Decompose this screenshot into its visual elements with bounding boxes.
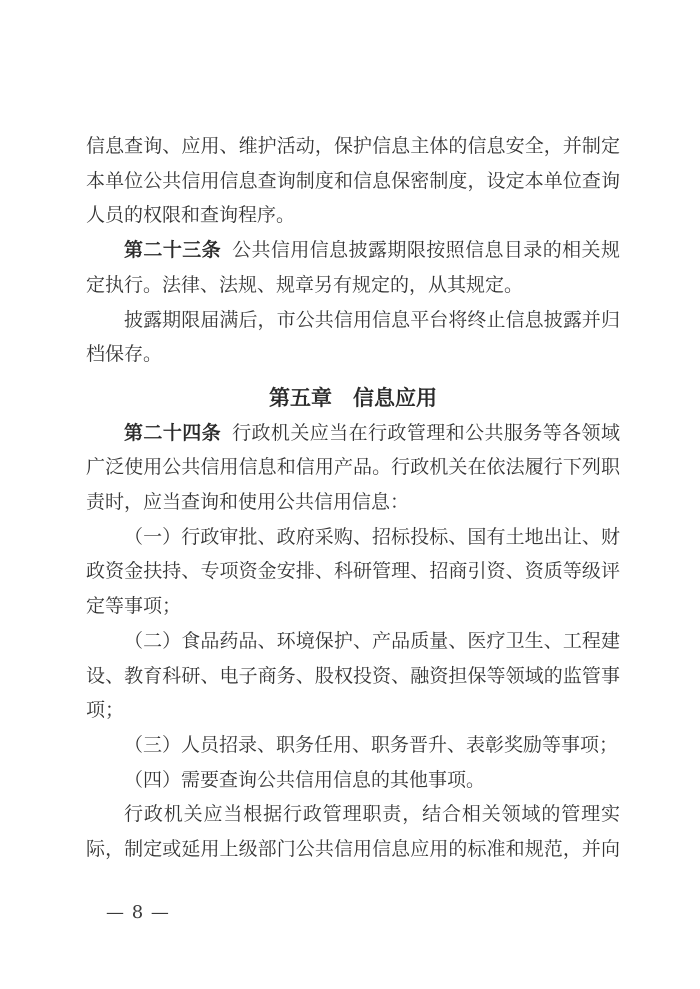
text-line: （二）食品药品、环境保护、产品质量、医疗卫生、工程建 (124, 629, 620, 652)
text-line: 人员的权限和查询程序。 (86, 204, 296, 227)
article-text: 公共信用信息披露期限按照信息目录的相关规 (232, 239, 620, 262)
text-line: 责时，应当查询和使用公共信用信息： (86, 491, 410, 514)
page-number: — 8 — (106, 902, 170, 923)
text-line (86, 233, 620, 268)
para-application-standards (86, 797, 620, 866)
para-continued-from-previous-page (86, 129, 620, 233)
chapter-5-heading (86, 381, 620, 416)
item-3 (86, 728, 620, 763)
item-4 (86, 763, 620, 798)
text-line: 设、教育科研、电子商务、股权投资、融资担保等领域的监管事 (86, 664, 620, 687)
text-line: 定等事项； (86, 595, 182, 618)
text-line (86, 416, 620, 451)
article-text: 行政机关应当在行政管理和公共服务等各领域 (232, 421, 620, 444)
text-line: 广泛使用公共信用信息和信用产品。行政机关在依法履行下列职 (86, 456, 620, 479)
item-2 (86, 624, 620, 728)
text-line: 项； (86, 699, 125, 722)
para-disclosure-expiry (86, 303, 620, 372)
text-line: 披露期限届满后，市公共信用信息平台将终止信息披露并归 (124, 308, 620, 331)
article-number: 第二十三条 (124, 239, 222, 262)
text-line: 定执行。法律、法规、规章另有规定的，从其规定。 (86, 273, 524, 296)
article-number: 第二十四条 (124, 421, 222, 444)
text-line: 本单位公共信用信息查询制度和信息保密制度，设定本单位查询 (86, 169, 620, 192)
item-1 (86, 520, 620, 624)
text-line: 际，制定或延用上级部门公共信用信息应用的标准和规范，并向 (86, 838, 620, 861)
text-line: 档保存。 (86, 343, 163, 366)
article-23 (86, 233, 620, 302)
text-line: （一）行政审批、政府采购、招标投标、国有土地出让、财 (124, 525, 620, 548)
text-line: （四）需要查询公共信用信息的其他事项。 (124, 768, 486, 791)
text-line: 信息查询、应用、维护活动，保护信息主体的信息安全，并制定 (86, 135, 620, 157)
chapter-heading: 第五章 信息应用 (269, 384, 437, 410)
text-line: 政资金扶持、专项资金安排、科研管理、招商引资、资质等级评 (86, 560, 620, 583)
text-line: （三）人员招录、职务任用、职务晋升、表彰奖励等事项； (124, 733, 619, 756)
text-line: 行政机关应当根据行政管理职责，结合相关领域的管理实 (124, 803, 620, 826)
article-24 (86, 416, 620, 520)
document-body (86, 129, 620, 867)
